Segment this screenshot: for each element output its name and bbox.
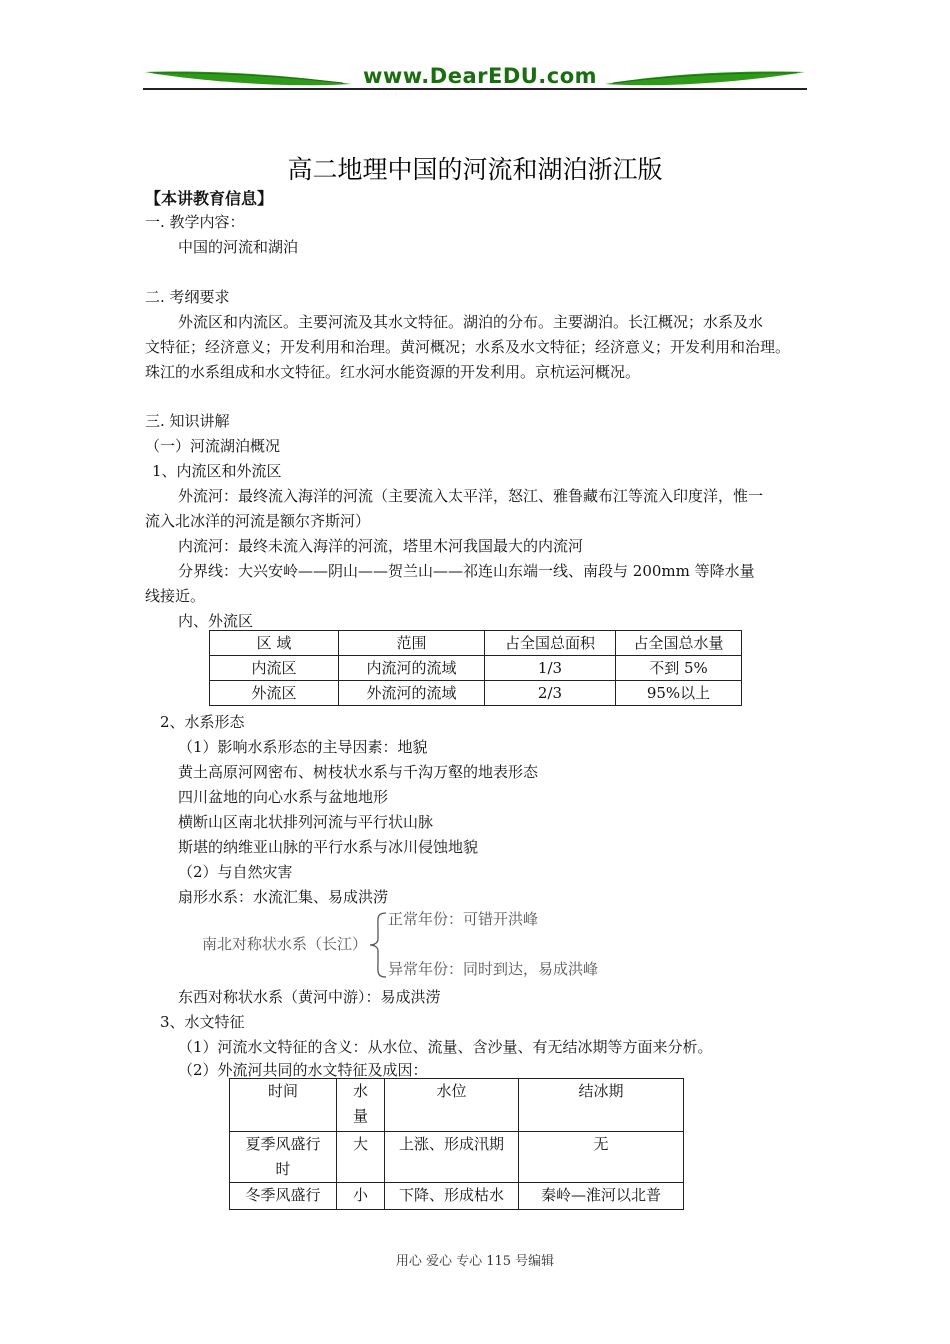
subsection-heading: （一）河流湖泊概况 [145, 437, 281, 455]
point-1-line: 线接近。 [145, 587, 206, 605]
table-header-cell: 占全国总水量 [616, 631, 742, 656]
point-2-line: 斯堪的纳维亚山脉的平行水系与冰川侵蚀地貌 [178, 838, 479, 856]
table-header-row [230, 1079, 684, 1132]
point-2-line: 黄土高原河网密布、树枝状水系与千沟万壑的地表形态 [178, 763, 539, 781]
table-cell: 夏季风盛行 时 [230, 1132, 337, 1183]
left-leaf-ornament [143, 66, 353, 88]
table-header-cell: 水位 [385, 1079, 519, 1132]
point-1-line: 外流河：最终流入海洋的河流（主要流入太平洋，怒江、雅鲁藏布江等流入印度洋，惟一 [178, 487, 764, 505]
table-row [210, 656, 742, 681]
table-cell: 冬季风盛行 [230, 1183, 337, 1210]
table-header-cell: 结冰期 [519, 1079, 684, 1132]
table-cell: 内流区 [210, 656, 339, 681]
point-2-line: 四川盆地的向心水系与盆地地形 [178, 788, 389, 806]
header-rule [143, 88, 807, 90]
drainage-area-table [209, 630, 742, 706]
table-cell: 外流河的流域 [339, 681, 485, 706]
section-2-line: 外流区和内流区。主要河流及其水文特征。湖泊的分布。主要湖泊。长江概况；水系及水 [178, 313, 764, 331]
table-header-cell: 范围 [339, 631, 485, 656]
table-cell: 2/3 [485, 681, 616, 706]
table-cell: 下降、形成枯水 [385, 1183, 519, 1210]
table-header-cell: 水 量 [337, 1079, 385, 1132]
brace-label: 南北对称状水系（长江） [202, 935, 368, 953]
section-1-heading: 一. 教学内容： [145, 213, 245, 231]
site-header [143, 62, 807, 92]
section-2-line: 珠江的水系组成和水文特征。红水河水能资源的开发利用。京杭运河概况。 [145, 363, 641, 381]
table-header-cell: 时间 [230, 1079, 337, 1132]
point-2-heading: 2、水系形态 [160, 713, 245, 731]
table-cell: 内流河的流域 [339, 656, 485, 681]
table-cell: 小 [337, 1183, 385, 1210]
point-1-line: 内流河：最终未流入海洋的河流，塔里木河我国最大的内流河 [178, 537, 584, 555]
table-1-caption: 内、外流区 [178, 612, 254, 630]
point-2-line: （2）与自然灾害 [178, 863, 293, 881]
section-2-heading: 二. 考纲要求 [145, 288, 230, 306]
brace-lower: 异常年份：同时到达，易成洪峰 [388, 960, 599, 978]
hydrology-table [229, 1078, 684, 1210]
info-heading: 【本讲教育信息】 [145, 189, 274, 208]
right-leaf-ornament [603, 66, 807, 88]
point-2-line: 横断山区南北状排列河流与平行状山脉 [178, 813, 434, 831]
table-cell: 95%以上 [616, 681, 742, 706]
brace-diagram [200, 905, 620, 985]
table-cell: 大 [337, 1132, 385, 1183]
table-header-row [210, 631, 742, 656]
table-header-cell: 区 域 [210, 631, 339, 656]
page-footer: 用心 爱心 专心 115 号编辑 [395, 1254, 555, 1269]
table-row [230, 1132, 684, 1183]
brace-icon [368, 909, 390, 981]
table-row [210, 681, 742, 706]
point-2-line: （1）影响水系形态的主导因素：地貌 [178, 738, 428, 756]
point-3-line: （1）河流水文特征的含义：从水位、流量、含沙量、有无结冰期等方面来分析。 [178, 1038, 713, 1056]
table-cell: 无 [519, 1132, 684, 1183]
site-logo[interactable]: www.DearEDU.com [362, 64, 598, 88]
brace-upper: 正常年份：可错开洪峰 [388, 910, 539, 928]
table-cell: 1/3 [485, 656, 616, 681]
table-cell: 外流区 [210, 681, 339, 706]
point-1-heading: 1、内流区和外流区 [152, 462, 282, 480]
point-3-line: （2）外流河共同的水文特征及成因： [178, 1061, 428, 1079]
section-3-heading: 三. 知识讲解 [145, 412, 230, 430]
section-1-content: 中国的河流和湖泊 [178, 238, 299, 256]
table-row [230, 1183, 684, 1210]
point-1-line: 流入北冰洋的河流是额尔齐斯河） [145, 512, 371, 530]
table-cell: 秦岭—淮河以北普 [519, 1183, 684, 1210]
point-2-line: 扇形水系：水流汇集、易成洪涝 [178, 888, 389, 906]
page-title: 高二地理中国的河流和湖泊浙江版 [287, 155, 663, 184]
section-2-line: 文特征；经济意义；开发利用和治理。黄河概况；水系及水文特征；经济意义；开发利用和治理。 [145, 338, 791, 356]
point-3-heading: 3、水文特征 [160, 1013, 245, 1031]
point-2-after: 东西对称状水系（黄河中游）：易成洪涝 [178, 988, 441, 1006]
point-1-line: 分界线：大兴安岭——阴山——贺兰山——祁连山东端一线、南段与 200mm 等降水量 [178, 562, 755, 580]
table-header-cell: 占全国总面积 [485, 631, 616, 656]
table-cell: 上涨、形成汛期 [385, 1132, 519, 1183]
table-cell: 不到 5% [616, 656, 742, 681]
